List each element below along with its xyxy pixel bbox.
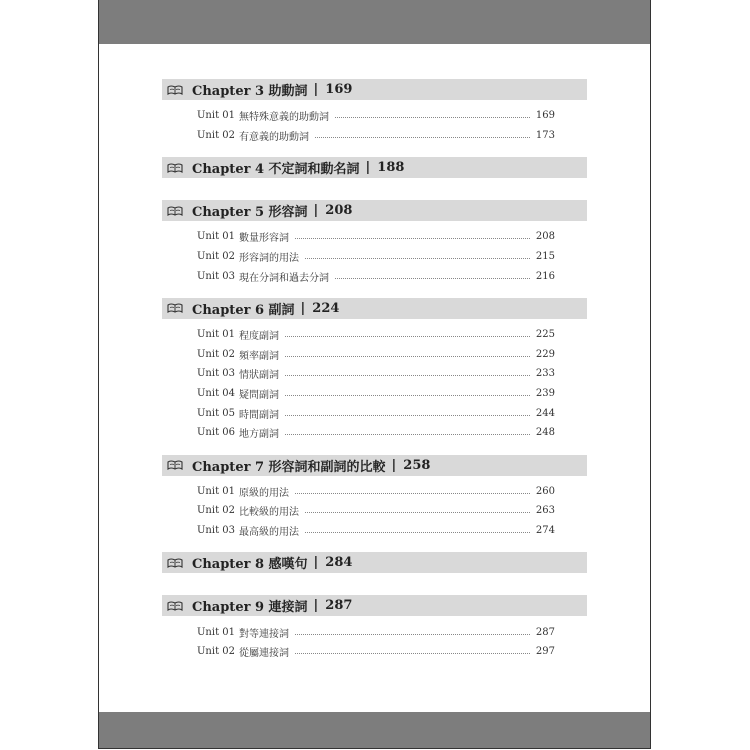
chapter-separator: |: [300, 300, 306, 316]
unit-list: [162, 319, 587, 443]
book-icon: [162, 205, 188, 217]
unit-title: 疑問副詞: [239, 390, 279, 402]
unit-page: 239: [535, 388, 555, 400]
unit-row: [162, 266, 587, 286]
chapter-title: Chapter 9 連接詞: [192, 600, 308, 616]
chapter-section: [162, 79, 587, 145]
unit-list: [162, 616, 587, 661]
chapter-title: Chapter 3 助動詞: [192, 84, 308, 99]
unit-label: Unit 03: [197, 368, 235, 380]
unit-page: 297: [535, 646, 555, 658]
unit-title: 程度副詞: [239, 331, 279, 343]
dot-leader: [315, 137, 530, 138]
book-icon: [162, 302, 188, 314]
chapter-section: [162, 200, 587, 286]
unit-page: 216: [535, 270, 555, 282]
unit-label: Unit 02: [197, 129, 235, 141]
chapter-page: 208: [325, 203, 353, 219]
unit-row: [162, 247, 587, 267]
dot-leader: [285, 395, 530, 396]
book-icon: [162, 459, 188, 471]
chapter-heading: [162, 79, 587, 100]
unit-page: 260: [535, 485, 555, 497]
dot-leader: [305, 512, 530, 513]
unit-page: 244: [535, 407, 555, 419]
unit-row: [162, 325, 587, 345]
unit-title: 頻率副詞: [239, 350, 279, 362]
unit-row: [162, 423, 587, 443]
unit-label: Unit 01: [197, 626, 235, 638]
unit-label: Unit 01: [197, 110, 235, 122]
dot-leader: [305, 532, 530, 533]
unit-title: 地方副詞: [239, 429, 279, 441]
dot-leader: [335, 278, 530, 279]
book-icon: [162, 162, 188, 174]
book-icon: [162, 600, 188, 612]
unit-row: [162, 482, 587, 502]
unit-row: [162, 501, 587, 521]
unit-row: [162, 126, 587, 146]
unit-label: Unit 02: [197, 646, 235, 658]
page: [98, 0, 651, 749]
chapter-heading: [162, 157, 587, 178]
book-icon: [162, 84, 188, 96]
unit-label: Unit 03: [197, 270, 235, 282]
unit-label: Unit 04: [197, 388, 235, 400]
book-icon: [162, 557, 188, 569]
unit-title: 比較級的用法: [239, 507, 299, 519]
unit-page: 233: [535, 368, 555, 380]
chapter-page: 169: [325, 82, 353, 97]
unit-title: 時間副詞: [239, 409, 279, 421]
chapter-heading: [162, 200, 587, 221]
chapter-title: Chapter 8 感嘆句: [192, 557, 308, 573]
unit-label: Unit 05: [197, 407, 235, 419]
dot-leader: [295, 634, 530, 635]
chapter-title: Chapter 4 不定詞和動名詞: [192, 162, 360, 178]
unit-title: 對等連接詞: [239, 628, 289, 640]
chapter-separator: |: [313, 82, 319, 97]
dot-leader: [285, 356, 530, 357]
unit-list: [162, 221, 587, 286]
chapter-separator: |: [391, 457, 397, 473]
unit-row: [162, 364, 587, 384]
chapter-heading: [162, 455, 587, 476]
chapter-separator: |: [313, 203, 319, 219]
chapter-page: 224: [312, 300, 340, 316]
chapter-page: 287: [325, 598, 353, 614]
dot-leader: [285, 434, 530, 435]
chapter-title: Chapter 5 形容詞: [192, 205, 308, 221]
unit-label: Unit 02: [197, 251, 235, 263]
bottom-band: [99, 712, 650, 748]
chapter-section: [162, 552, 587, 573]
unit-page: 248: [535, 427, 555, 439]
table-of-contents: [162, 79, 587, 674]
unit-list: [162, 100, 587, 145]
chapter-title: Chapter 7 形容詞和副詞的比較: [192, 459, 386, 475]
top-band: [99, 0, 650, 44]
unit-label: Unit 03: [197, 525, 235, 537]
unit-row: [162, 521, 587, 541]
chapter-title: Chapter 6 副詞: [192, 302, 295, 318]
chapter-separator: |: [313, 598, 319, 614]
unit-page: 208: [535, 231, 555, 243]
chapter-page: 188: [377, 160, 405, 176]
unit-page: 274: [535, 525, 555, 537]
unit-page: 229: [535, 348, 555, 360]
unit-title: 情狀副詞: [239, 370, 279, 382]
unit-page: 215: [535, 251, 555, 263]
unit-label: Unit 02: [197, 348, 235, 360]
unit-title: 最高級的用法: [239, 527, 299, 539]
unit-page: 287: [535, 626, 555, 638]
unit-page: 225: [535, 329, 555, 341]
dot-leader: [285, 375, 530, 376]
dot-leader: [295, 653, 530, 654]
unit-title: 形容詞的用法: [239, 253, 299, 265]
chapter-page: 258: [403, 457, 431, 473]
unit-page: 263: [535, 505, 555, 517]
unit-label: Unit 02: [197, 505, 235, 517]
unit-title: 有意義的助動詞: [239, 131, 309, 143]
unit-label: Unit 06: [197, 427, 235, 439]
unit-label: Unit 01: [197, 231, 235, 243]
dot-leader: [285, 336, 530, 337]
chapter-heading: [162, 298, 587, 319]
unit-page: 169: [535, 110, 555, 122]
dot-leader: [295, 493, 530, 494]
unit-row: [162, 345, 587, 365]
chapter-separator: |: [313, 555, 319, 571]
unit-label: Unit 01: [197, 329, 235, 341]
unit-row: [162, 622, 587, 642]
dot-leader: [305, 258, 530, 259]
unit-row: [162, 403, 587, 423]
unit-title: 數量形容詞: [239, 233, 289, 245]
unit-title: 現在分詞和過去分詞: [239, 272, 329, 284]
chapter-section: [162, 595, 587, 661]
unit-title: 無特殊意義的助動詞: [239, 112, 329, 124]
chapter-separator: |: [365, 160, 371, 176]
dot-leader: [335, 117, 530, 118]
unit-title: 從屬連接詞: [239, 648, 289, 660]
dot-leader: [295, 238, 530, 239]
chapter-section: [162, 298, 587, 443]
unit-list: [162, 476, 587, 541]
unit-title: 原級的用法: [239, 487, 289, 499]
chapter-section: [162, 455, 587, 541]
chapter-page: 284: [325, 555, 353, 571]
dot-leader: [285, 415, 530, 416]
unit-row: [162, 106, 587, 126]
chapter-heading: [162, 595, 587, 616]
chapter-heading: [162, 552, 587, 573]
unit-row: [162, 642, 587, 662]
chapter-section: [162, 157, 587, 178]
unit-page: 173: [535, 129, 555, 141]
unit-label: Unit 01: [197, 485, 235, 497]
unit-row: [162, 227, 587, 247]
unit-row: [162, 384, 587, 404]
